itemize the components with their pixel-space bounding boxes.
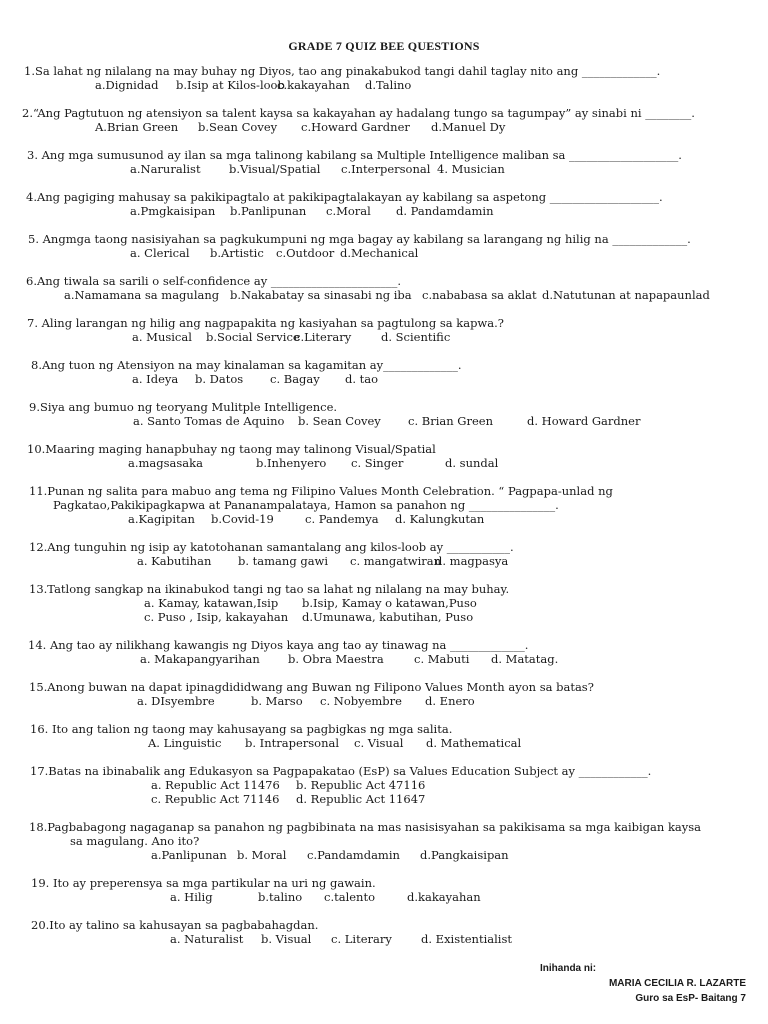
- answer-option: a.Namamana sa magulang: [64, 288, 220, 302]
- answer-option: A.Brian Green: [95, 120, 179, 134]
- answer-option: d. Matatag.: [491, 652, 559, 666]
- question-text: 7. Aling larangan ng hilig ang nagpapakita ng kasiyahan sa pagtulong sa kapwa.?: [27, 316, 504, 330]
- answer-option: b. Datos: [195, 372, 244, 386]
- answer-option: b.Sean Covey: [198, 120, 278, 134]
- teacher-name: MARIA CECILIA R. LAZARTE: [608, 978, 746, 989]
- answer-option: c. Puso , Isip, kakayahan: [144, 610, 289, 624]
- answer-option: 4. Musician: [437, 162, 505, 176]
- answer-option: d. Existentialist: [421, 932, 513, 946]
- answer-option: d. Kalungkutan: [395, 512, 485, 526]
- question-text: 5. Angmga taong nasisiyahan sa pagkukumpuni ng mga bagay ay kabilang sa larangang ng hilig na _____________.: [28, 232, 691, 246]
- answer-option: b. tamang gawi: [238, 554, 329, 568]
- question-text: 10.Maaring maging hanapbuhay ng taong may talinong Visual/Spatial: [27, 442, 436, 456]
- answer-option: b.talino: [258, 890, 303, 904]
- answer-option: d. Pandamdamin: [396, 204, 494, 218]
- answer-option: c. Visual: [354, 736, 404, 750]
- answer-option: d. Enero: [425, 694, 475, 708]
- answer-option: b.Inhenyero: [256, 456, 327, 470]
- answer-option: a.Dignidad: [95, 78, 159, 92]
- answer-option: c.nababasa sa aklat: [422, 288, 537, 302]
- answer-option: a. Clerical: [130, 246, 190, 260]
- answer-option: b. Visual: [261, 932, 312, 946]
- answer-option: c. Brian Green: [408, 414, 493, 428]
- answer-option: b.Artistic: [210, 246, 264, 260]
- answer-option: b.Nakabatay sa sinasabi ng iba: [230, 288, 412, 302]
- answer-option: a. Musical: [132, 330, 192, 344]
- question-text: 14. Ang tao ay nilikhang kawangis ng Diyos kaya ang tao ay tinawag na _____________.: [28, 638, 529, 652]
- answer-option: a.Naruralist: [130, 162, 201, 176]
- answer-option: a. Kamay, katawan,Isip: [144, 596, 279, 610]
- question-text: 3. Ang mga sumusunod ay ilan sa mga talinong kabilang sa Multiple Intelligence maliban sa ___________________.: [27, 148, 682, 162]
- answer-option: d. Scientific: [381, 330, 451, 344]
- answer-option: c.Outdoor: [276, 246, 335, 260]
- answer-option: d. Mathematical: [426, 736, 522, 750]
- question-text: 2.“Ang Pagtutuon ng atensiyon sa talent kaysa sa kakayahan ay hadalang tungo sa tagumpay” ay sinabi ni ________.: [22, 106, 695, 120]
- answer-option: c. Literary: [331, 932, 392, 946]
- answer-option: A. Linguistic: [148, 736, 222, 750]
- answer-option: b.Isip, Kamay o katawan,Puso: [302, 596, 477, 610]
- answer-option: b.Social Service: [206, 330, 300, 344]
- answer-option: b.Covid-19: [211, 512, 274, 526]
- answer-option: d.Natutunan at napapaunlad: [542, 288, 710, 302]
- question-text: 16. Ito ang talion ng taong may kahusayang sa pagbigkas ng mga salita.: [30, 722, 453, 736]
- answer-option: c. Pandemya: [305, 512, 379, 526]
- answer-option: a.Panlipunan: [151, 848, 227, 862]
- answer-option: c. Mabuti: [414, 652, 470, 666]
- answer-option: d.kakayahan: [407, 890, 481, 904]
- question-text: 1.Sa lahat ng nilalang na may buhay ng Diyos, tao ang pinakabukod tangi dahil taglay nito ang _____________.: [24, 64, 661, 78]
- question-text: 12.Ang tunguhin ng isip ay katotohanan samantalang ang kilos-loob ay ___________.: [29, 540, 514, 554]
- question-text: sa magulang. Ano ito?: [70, 834, 200, 848]
- answer-option: c. Republic Act 71146: [151, 792, 280, 806]
- answer-option: c.Literary: [294, 330, 352, 344]
- answer-option: a. DIsyembre: [137, 694, 215, 708]
- answer-option: a.Pmgkaisipan: [130, 204, 216, 218]
- answer-option: b. Moral: [237, 848, 287, 862]
- question-text: 18.Pagbabagong nagaganap sa panahon ng pagbibinata na mas nasisisyahan sa pakikisama sa mga kaibigan kaysa: [29, 820, 702, 834]
- answer-option: d. Republic Act 11647: [296, 792, 426, 806]
- answer-option: d. sundal: [445, 456, 499, 470]
- answer-option: a.magsasaka: [128, 456, 203, 470]
- answer-option: d.Manuel Dy: [431, 120, 506, 134]
- answer-option: b.Panlipunan: [230, 204, 307, 218]
- answer-option: b. Intrapersonal: [245, 736, 340, 750]
- answer-option: d. Howard Gardner: [527, 414, 641, 428]
- question-text: 4.Ang pagiging mahusay sa pakikipagtalo at pakikipagtalakayan ay kabilang sa aspetong ___________________.: [26, 190, 663, 204]
- question-text: 13.Tatlong sangkap na ikinabukod tangi ng tao sa lahat ng nilalang na may buhay.: [29, 582, 510, 596]
- question-text: 20.Ito ay talino sa kahusayan sa pagbabahagdan.: [31, 918, 319, 932]
- answer-option: c.Howard Gardner: [301, 120, 410, 134]
- answer-option: d.Talino: [365, 78, 412, 92]
- answer-option: a. Naturalist: [170, 932, 244, 946]
- answer-option: c. mangatwiran: [350, 554, 442, 568]
- answer-option: a. Hilig: [170, 890, 213, 904]
- question-text: Pagkatao,Pakikipagkapwa at Pananampalataya, Hamon sa panahon ng _______________.: [53, 498, 559, 512]
- answer-option: b. Sean Covey: [298, 414, 381, 428]
- answer-option: b. Obra Maestra: [288, 652, 384, 666]
- answer-option: d. magpasya: [435, 554, 509, 568]
- question-text: 8.Ang tuon ng Atensiyon na may kinalaman sa kagamitan ay_____________.: [31, 358, 462, 372]
- answer-option: d.Pangkaisipan: [420, 848, 509, 862]
- question-text: 17.Batas na ibinabalik ang Edukasyon sa Pagpapakatao (EsP) sa Values Education Subject ay ____________.: [30, 764, 652, 778]
- question-text: 9.Siya ang bumuo ng teoryang Mulitple Intelligence.: [29, 400, 338, 414]
- question-text: 6.Ang tiwala sa sarili o self-confidence ay ______________________.: [26, 274, 402, 288]
- answer-option: c. Bagay: [270, 372, 320, 386]
- page-title: GRADE 7 QUIZ BEE QUESTIONS: [288, 39, 480, 53]
- answer-option: c. Nobyembre: [320, 694, 402, 708]
- answer-option: c.kakayahan: [277, 78, 350, 92]
- answer-option: c. Singer: [351, 456, 404, 470]
- answer-option: b. Marso: [251, 694, 303, 708]
- answer-option: a. Santo Tomas de Aquino: [133, 414, 285, 428]
- answer-option: a. Makapangyarihan: [140, 652, 260, 666]
- answer-option: d.Umunawa, kabutihan, Puso: [302, 610, 474, 624]
- answer-option: b. Republic Act 47116: [296, 778, 426, 792]
- answer-option: b.Visual/Spatial: [229, 162, 321, 176]
- answer-option: c.talento: [324, 890, 376, 904]
- question-text: 19. Ito ay preperensya sa mga partikular na uri ng gawain.: [31, 876, 376, 890]
- answer-option: d.Mechanical: [340, 246, 419, 260]
- answer-option: c.Moral: [326, 204, 371, 218]
- question-text: 15.Anong buwan na dapat ipinagdididwang ang Buwan ng Filipono Values Month ayon sa batas?: [29, 680, 594, 694]
- teacher-position: Guro sa EsP- Baitang 7: [635, 993, 746, 1004]
- prepared-by-label: Inihanda ni:: [540, 963, 597, 974]
- answer-option: d. tao: [345, 372, 379, 386]
- answer-option: a.Kagipitan: [128, 512, 195, 526]
- answer-option: c.Pandamdamin: [307, 848, 400, 862]
- answer-option: a. Republic Act 11476: [151, 778, 280, 792]
- answer-option: c.Interpersonal: [341, 162, 431, 176]
- answer-option: a. Kabutihan: [137, 554, 212, 568]
- answer-option: b.Isip at Kilos-loob: [176, 78, 285, 92]
- answer-option: a. Ideya: [132, 372, 179, 386]
- question-text: 11.Punan ng salita para mabuo ang tema ng Filipino Values Month Celebration. “ Pagpapa-unlad ng: [29, 484, 613, 498]
